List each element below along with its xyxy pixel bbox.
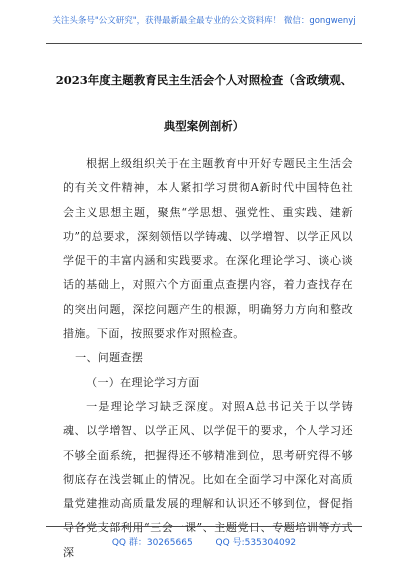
document-body (63, 152, 353, 565)
body-paragraph: 一是理论学习缺乏深度。对照A总书记关于以学铸魂、以学增智、以学正风、以学促干的要求，个人学习还不够全面系统，把握得还不够精准到位，思考研究得不够彻底存在浅尝辄止的情况。比如在全面学习中深化对高质量党建推动高质量发展的理解和认识还不够到位，督促指导各党支部利用“三会一课”、主题党日、专题培训等方式深 (63, 399, 353, 559)
footer-contact (0, 535, 408, 548)
header-banner: 关注头条号"公文研究"，获得最新最全最专业的公文资料库！ 微信：gongwenyj (52, 16, 356, 26)
document-title-line-2: 典型案例剖析） (163, 119, 245, 133)
header-divider (46, 43, 362, 44)
subsection-heading: （一）在理论学习方面 (86, 375, 200, 389)
footer-qq-number: QQ 号:535304092 (215, 538, 297, 548)
footer-divider (46, 526, 362, 527)
document-title-line-1: 2023年度主题教育民主生活会个人对照检查（含政绩观、 (55, 73, 353, 87)
section-heading: 一、问题查摆 (75, 351, 144, 365)
footer-qq-group: QQ 群：30265665 (111, 538, 193, 548)
intro-paragraph: 根据上级组织关于在主题教育中开好专题民主生活会的有关文件精神，本人紧扣学习贯彻A新时代中国特色社会主义思想主题，聚焦“学思想、强党性、重实践、建新功”的总要求，深刻领悟以学铸魂、以学增智、以学正风以学促干的丰富内涵和实践要求。在深化理论学习、谈心谈话的基础上，对照六个方面重点查摆内容，着力查找存在的突出问题，深挖问题产生的根源，明确努力方向和整改措施。下面，按照要求作对照检查。 (63, 157, 353, 341)
